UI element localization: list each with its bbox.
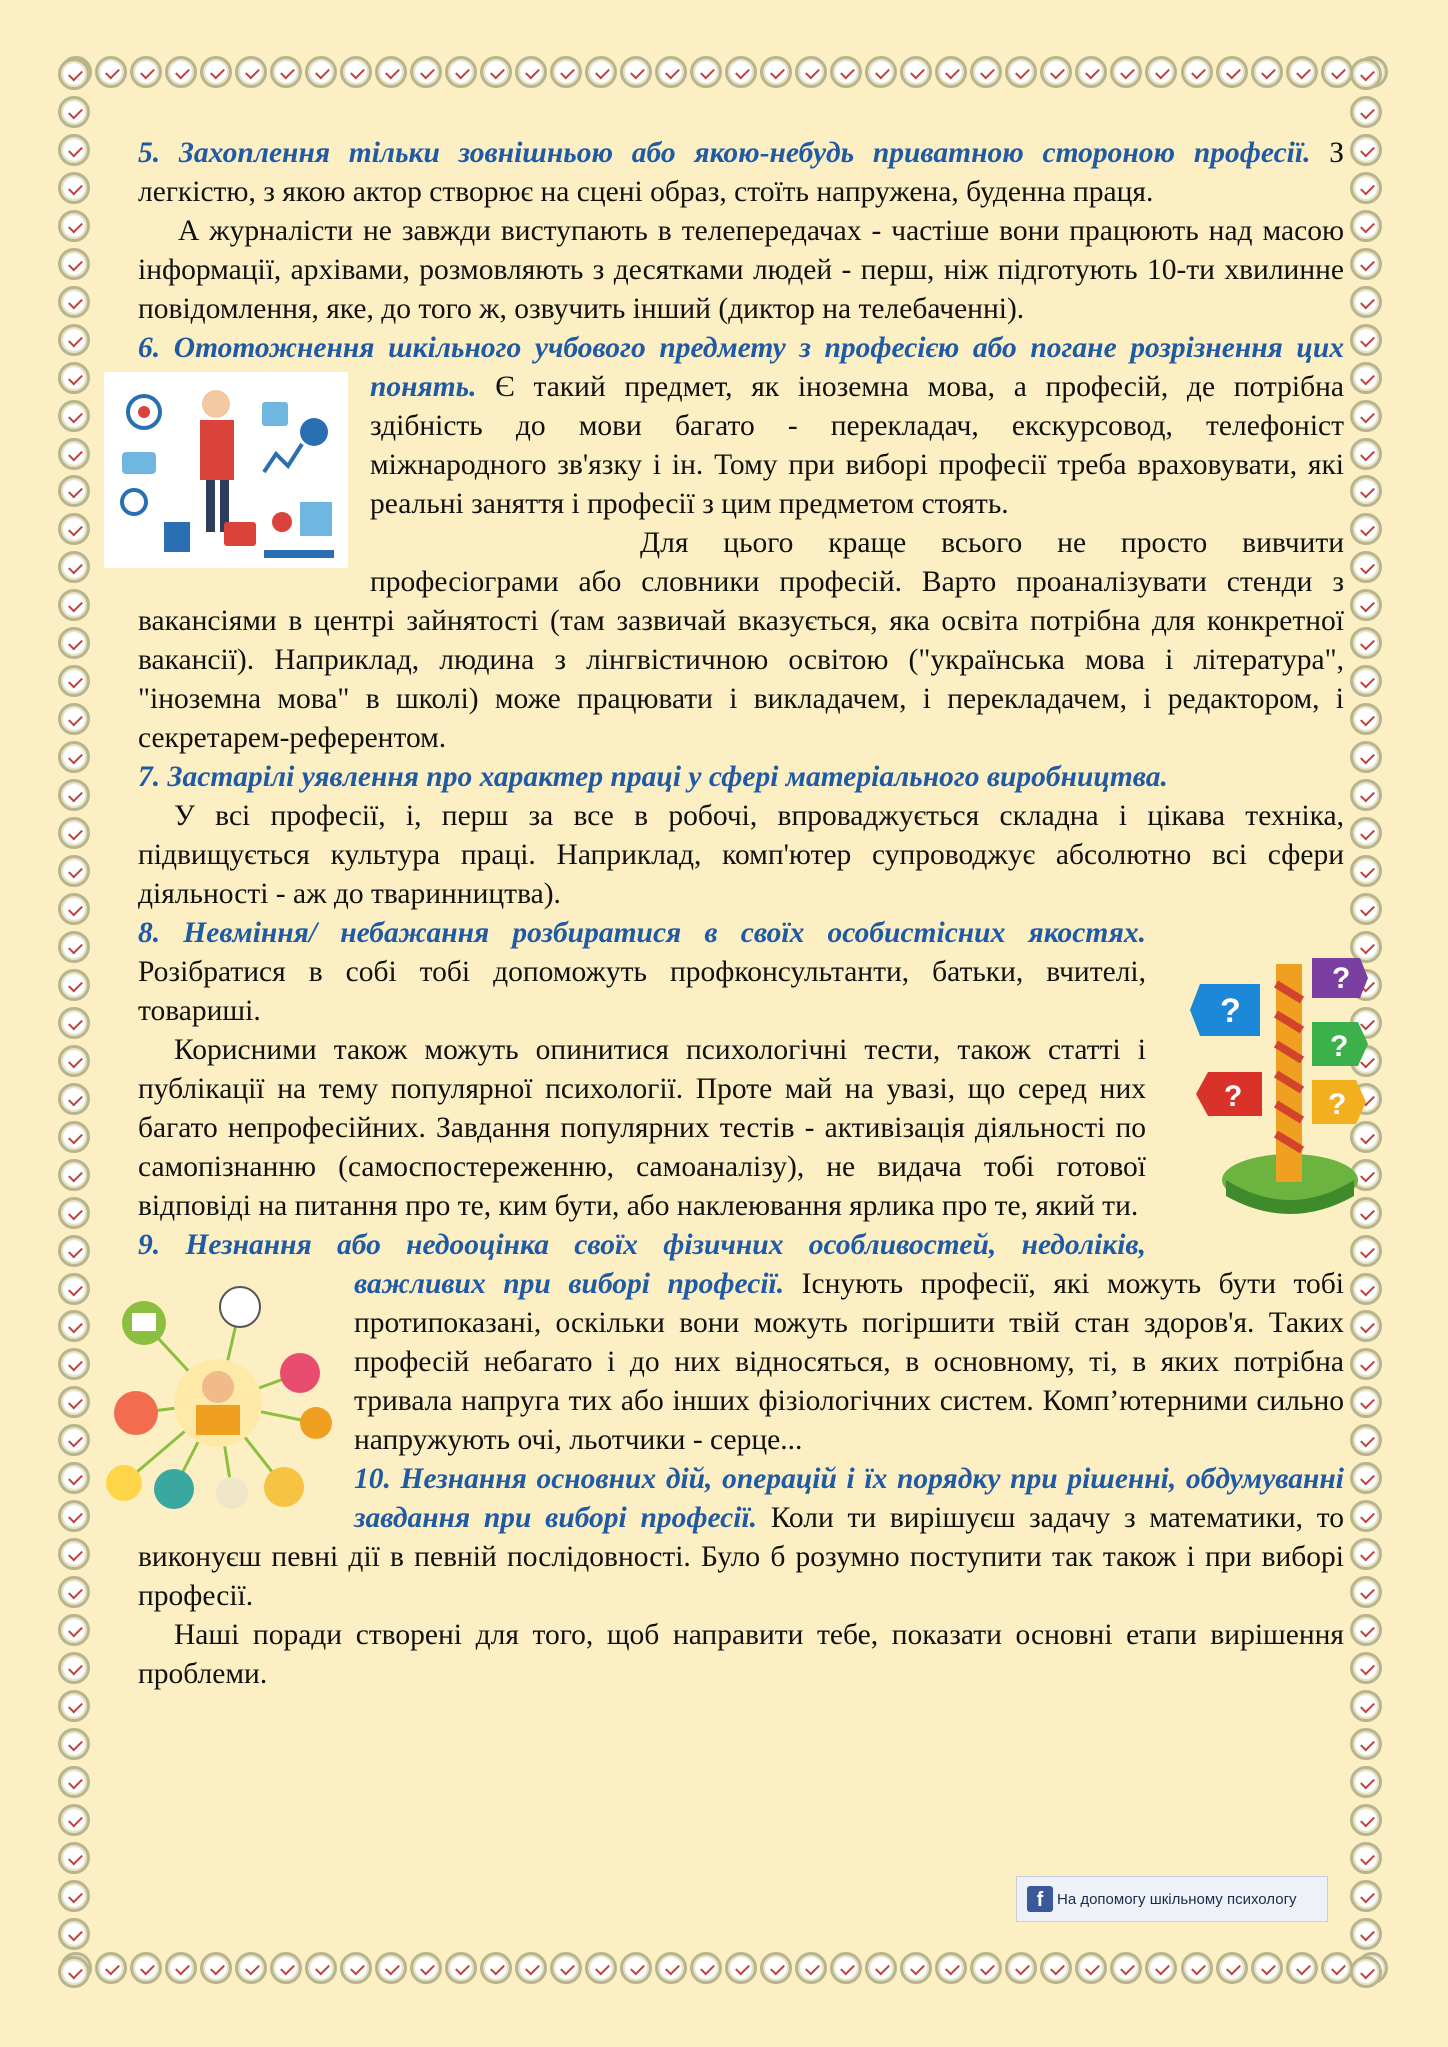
- clock-icon: [690, 1952, 722, 1984]
- clock-icon: [1350, 1576, 1382, 1608]
- clock-icon: [1040, 1952, 1072, 1984]
- clock-icon: [1181, 56, 1213, 88]
- clock-icon: [58, 210, 90, 242]
- clock-icon: [1350, 627, 1382, 659]
- clock-icon: [1350, 475, 1382, 507]
- clock-icon: [58, 1956, 90, 1988]
- section-10-text: Коли ти вирішуєш задачу з математики, то виконуєш певні дії в певній послідовності. Було б розумно поступити так також і при виборі професії.: [138, 1502, 1344, 1612]
- section-5-paragraph: А журналісти не завжди виступають в телепередачах - частіше вони працюють над масою інформації, архівами, розмовляють з десятками людей - перш, ніж підготують 10-ти хвилинне повідомлення, яке, до того ж, озвучить інший (диктор на телебаченні).: [138, 215, 1344, 325]
- clock-icon: [690, 56, 722, 88]
- clock-icon: [200, 56, 232, 88]
- clock-icon: [58, 1007, 90, 1039]
- clock-icon: [1350, 172, 1382, 204]
- clock-icon: [58, 172, 90, 204]
- section-10-paragraph: Наші поради створені для того, щоб направити тебе, показати основні етапи вирішення проблеми.: [138, 1619, 1344, 1690]
- clock-icon: [970, 1952, 1002, 1984]
- clock-icon: [1350, 1728, 1382, 1760]
- clock-icon: [585, 1952, 617, 1984]
- clock-icon: [1350, 1690, 1382, 1722]
- clock-icon: [58, 1842, 90, 1874]
- clock-icon: [1350, 1614, 1382, 1646]
- clock-icon: [58, 286, 90, 318]
- svg-text:?: ?: [1220, 992, 1241, 1030]
- section-8-text: Розібратися в собі тобі допоможуть профконсультанти, батьки, вчителі, товариші.: [138, 956, 1146, 1027]
- clock-icon: [830, 56, 862, 88]
- clock-icon: [58, 1766, 90, 1798]
- clock-icon: [1216, 1952, 1248, 1984]
- clock-icon: [375, 1952, 407, 1984]
- section-5-heading: 5. Захоплення тільки зовнішньою або якою-небудь приватною стороною професії.: [138, 137, 1311, 169]
- facebook-group-badge[interactable]: [1016, 1876, 1328, 1922]
- clock-icon: [375, 56, 407, 88]
- question-signpost-illustration: [1190, 944, 1368, 1224]
- section-7: [138, 758, 1344, 797]
- clock-icon: [1350, 779, 1382, 811]
- clock-icon: [58, 1880, 90, 1912]
- clock-icon: [58, 362, 90, 394]
- clock-icon: [1350, 1956, 1382, 1988]
- clock-icon: [480, 1952, 512, 1984]
- clock-icon: [1350, 855, 1382, 887]
- clock-icon: [235, 56, 267, 88]
- clock-icon: [200, 1952, 232, 1984]
- clock-icon: [620, 1952, 652, 1984]
- clock-icon: [58, 741, 90, 773]
- clock-icon: [725, 56, 757, 88]
- clock-icon: [58, 817, 90, 849]
- clock-icon: [58, 627, 90, 659]
- clock-icon: [58, 1576, 90, 1608]
- clock-icon: [58, 438, 90, 470]
- clock-icon: [1350, 438, 1382, 470]
- clock-icon: [58, 1424, 90, 1456]
- clock-icon: [1350, 665, 1382, 697]
- section-7-paragraph: У всі професії, і, перш за все в робочі, впроваджується складна і цікава техніка, підвищується культура праці. Наприклад, комп'ютер супроводжує абсолютно всі сфери діяльності - аж до тваринництва).: [138, 800, 1344, 910]
- clock-icon: [1321, 56, 1353, 88]
- clock-icon: [58, 1652, 90, 1684]
- clock-icon: [1350, 1918, 1382, 1950]
- svg-text:?: ?: [1332, 962, 1351, 995]
- clock-icon: [1350, 1310, 1382, 1342]
- clock-icon: [1040, 56, 1072, 88]
- clock-border-top: [60, 56, 1388, 96]
- clock-icon: [1350, 400, 1382, 432]
- clock-icon: [480, 56, 512, 88]
- clock-icon: [1145, 1952, 1177, 1984]
- clock-icon: [1350, 1766, 1382, 1798]
- clock-icon: [865, 56, 897, 88]
- clock-icon: [1350, 741, 1382, 773]
- clock-icon: [58, 324, 90, 356]
- section-9-text: Існують професії, які можуть бути тобі протипоказані, оскільки вони можуть погіршити твій стан здоров'я. Таких професій небагато і до них відносяться, в основному, ті, в яких потрібна тривала напруга тих або інших фізіологічних систем. Комп’ютерними сильно напружують очі, льотчики - серце...: [354, 1268, 1344, 1456]
- clock-icon: [410, 56, 442, 88]
- clock-icon: [1350, 1538, 1382, 1570]
- clock-icon: [58, 893, 90, 925]
- clock-icon: [58, 96, 90, 128]
- clock-icon: [340, 1952, 372, 1984]
- clock-icon: [1216, 56, 1248, 88]
- clock-icon: [58, 589, 90, 621]
- clock-icon: [1350, 58, 1382, 90]
- clock-icon: [900, 56, 932, 88]
- clock-icon: [1350, 1273, 1382, 1305]
- clock-icon: [1350, 513, 1382, 545]
- clock-icon: [410, 1952, 442, 1984]
- clock-icon: [1350, 1842, 1382, 1874]
- clock-icon: [1350, 210, 1382, 242]
- clock-icon: [1350, 1386, 1382, 1418]
- clock-icon: [58, 1500, 90, 1532]
- clock-icon: [655, 1952, 687, 1984]
- clock-icon: [58, 1386, 90, 1418]
- clock-icon: [550, 56, 582, 88]
- article: [138, 134, 1351, 1694]
- section-9-heading: 9. Незнання або недооцінка своїх фізичних особливостей, недоліків, важливих при виборі професії.: [138, 1229, 1146, 1300]
- clock-icon: [1350, 703, 1382, 735]
- clock-icon: [900, 1952, 932, 1984]
- clock-icon: [1075, 56, 1107, 88]
- clock-icon: [58, 1083, 90, 1115]
- clock-icon: [58, 475, 90, 507]
- clock-icon: [165, 56, 197, 88]
- section-6-heading: 6. Ототожнення шкільного учбового предмету з професією або погане розрізнення цих понять.: [138, 332, 1344, 403]
- clock-icon: [95, 1952, 127, 1984]
- clock-icon: [1350, 817, 1382, 849]
- svg-text:?: ?: [1330, 1030, 1349, 1063]
- clock-icon: [58, 665, 90, 697]
- section-7-heading: 7. Застарілі уявлення про характер праці у сфері матеріального виробництва.: [138, 761, 1168, 793]
- clock-border-bottom: [60, 1952, 1388, 1992]
- facebook-group-label: На допомогу шкільному психологу: [1057, 1890, 1297, 1908]
- clock-icon: [1350, 286, 1382, 318]
- section-6-text: Є такий предмет, як іноземна мова, а професій, де потрібна здібність до мови багато - перекладач, екскурсовод, телефоніст міжнародного зв'язку і ін. Тому при виборі професії треба враховувати, які реальні заняття і професії з цим предметом стоять.: [370, 371, 1344, 520]
- clock-icon: [515, 56, 547, 88]
- clock-icon: [1145, 56, 1177, 88]
- section-5-text: З легкістю, з якою актор створює на сцені образ, стоїть напружена, буденна праця.: [138, 137, 1345, 208]
- clock-icon: [1251, 1952, 1283, 1984]
- clock-icon: [1350, 362, 1382, 394]
- clock-icon: [58, 1045, 90, 1077]
- clock-icon: [58, 1197, 90, 1229]
- clock-icon: [585, 56, 617, 88]
- clock-icon: [1350, 1348, 1382, 1380]
- clock-icon: [1350, 324, 1382, 356]
- svg-text:?: ?: [1224, 1080, 1243, 1113]
- clock-icon: [515, 1952, 547, 1984]
- clock-icon: [58, 1690, 90, 1722]
- clock-icon: [795, 56, 827, 88]
- clock-icon: [1005, 56, 1037, 88]
- clock-icon: [58, 1121, 90, 1153]
- clock-icon: [1110, 56, 1142, 88]
- clock-icon: [1350, 1880, 1382, 1912]
- clock-icon: [58, 1538, 90, 1570]
- clock-icon: [58, 931, 90, 963]
- clock-icon: [235, 1952, 267, 1984]
- section-8: [138, 914, 1351, 1121]
- section-5: [138, 134, 1344, 212]
- clock-icon: [1350, 1424, 1382, 1456]
- clock-icon: [58, 1235, 90, 1267]
- clock-icon: [935, 56, 967, 88]
- clock-icon: [305, 56, 337, 88]
- clock-icon: [655, 56, 687, 88]
- clock-icon: [58, 58, 90, 90]
- clock-icon: [58, 1159, 90, 1191]
- clock-icon: [270, 56, 302, 88]
- clock-icon: [58, 1918, 90, 1950]
- clock-icon: [725, 1952, 757, 1984]
- clock-icon: [58, 248, 90, 280]
- clock-icon: [445, 56, 477, 88]
- section-6-paragraph: Для цього краще всього не просто вивчити професіограми або словники професій. Варто проаналізувати стенди з вакансіями в центрі зайнятості (там зазвичай вказується, яка освіта потрібна для конкретної вакансії). Наприклад, людина з лінгвістичною освітою ("українська мова і література", "іноземна мова" в школі) може працювати і викладачем, і перекладачем, і редактором, і секретарем-референтом.: [138, 527, 1344, 754]
- clock-icon: [1350, 96, 1382, 128]
- clock-icon: [58, 969, 90, 1001]
- clock-icon: [58, 134, 90, 166]
- clock-icon: [1251, 56, 1283, 88]
- clock-icon: [1350, 1652, 1382, 1684]
- clock-icon: [270, 1952, 302, 1984]
- clock-icon: [58, 1310, 90, 1342]
- clock-icon: [58, 1728, 90, 1760]
- section-6: [138, 329, 1344, 524]
- clock-icon: [1350, 1462, 1382, 1494]
- clock-icon: [165, 1952, 197, 1984]
- clock-icon: [58, 855, 90, 887]
- clock-icon: [1350, 134, 1382, 166]
- clock-icon: [1181, 1952, 1213, 1984]
- clock-icon: [760, 56, 792, 88]
- clock-icon: [1350, 1235, 1382, 1267]
- clock-icon: [130, 56, 162, 88]
- clock-icon: [58, 1348, 90, 1380]
- clock-icon: [58, 1804, 90, 1836]
- clock-icon: [1286, 1952, 1318, 1984]
- clock-icon: [305, 1952, 337, 1984]
- clock-icon: [1350, 1500, 1382, 1532]
- clock-icon: [58, 1614, 90, 1646]
- clock-icon: [58, 400, 90, 432]
- clock-icon: [865, 1952, 897, 1984]
- clock-icon: [58, 779, 90, 811]
- clock-icon: [445, 1952, 477, 1984]
- clock-border-left: [58, 58, 98, 1988]
- clock-icon: [620, 56, 652, 88]
- clock-icon: [830, 1952, 862, 1984]
- section-8-paragraph: Корисними також можуть опинитися психологічні тести, також статті і публікації на тему популярної психології. Проте май на увазі, що серед них багато непрофесійних. Завдання популярних тестів - активізація діяльності по самопізнанню (самоспостереженню, самоаналізу), не видача тобі готової відповіді на питання про те, ким бути, або наклеювання ярлика про те, який ти.: [138, 1034, 1146, 1222]
- business-skills-illustration: [104, 372, 348, 568]
- clock-icon: [1005, 1952, 1037, 1984]
- clock-icon: [340, 56, 372, 88]
- clock-icon: [1350, 551, 1382, 583]
- svg-text:?: ?: [1328, 1088, 1347, 1121]
- clock-icon: [1321, 1952, 1353, 1984]
- clock-icon: [1350, 893, 1382, 925]
- clock-icon: [95, 56, 127, 88]
- section-10-heading: 10. Незнання основних дій, операцій і їх порядку при рішенні, обдумуванні завдання при виборі професії.: [354, 1463, 1344, 1534]
- clock-icon: [1110, 1952, 1142, 1984]
- clock-icon: [1350, 248, 1382, 280]
- clock-icon: [58, 703, 90, 735]
- clock-icon: [550, 1952, 582, 1984]
- clock-icon: [58, 551, 90, 583]
- clock-icon: [970, 56, 1002, 88]
- clock-icon: [58, 1462, 90, 1494]
- clock-icon: [58, 513, 90, 545]
- clock-icon: [1350, 1804, 1382, 1836]
- clock-icon: [1075, 1952, 1107, 1984]
- section-8-heading: 8. Невміння/ небажання розбиратися в своїх особистісних якостях.: [138, 917, 1146, 949]
- clock-icon: [58, 1273, 90, 1305]
- section-9: [138, 1226, 1344, 1460]
- clock-icon: [795, 1952, 827, 1984]
- facebook-icon: f: [1027, 1886, 1053, 1912]
- remote-work-illustration: [104, 1283, 332, 1513]
- clock-icon: [1286, 56, 1318, 88]
- clock-icon: [1350, 589, 1382, 621]
- clock-icon: [935, 1952, 967, 1984]
- clock-icon: [760, 1952, 792, 1984]
- clock-icon: [130, 1952, 162, 1984]
